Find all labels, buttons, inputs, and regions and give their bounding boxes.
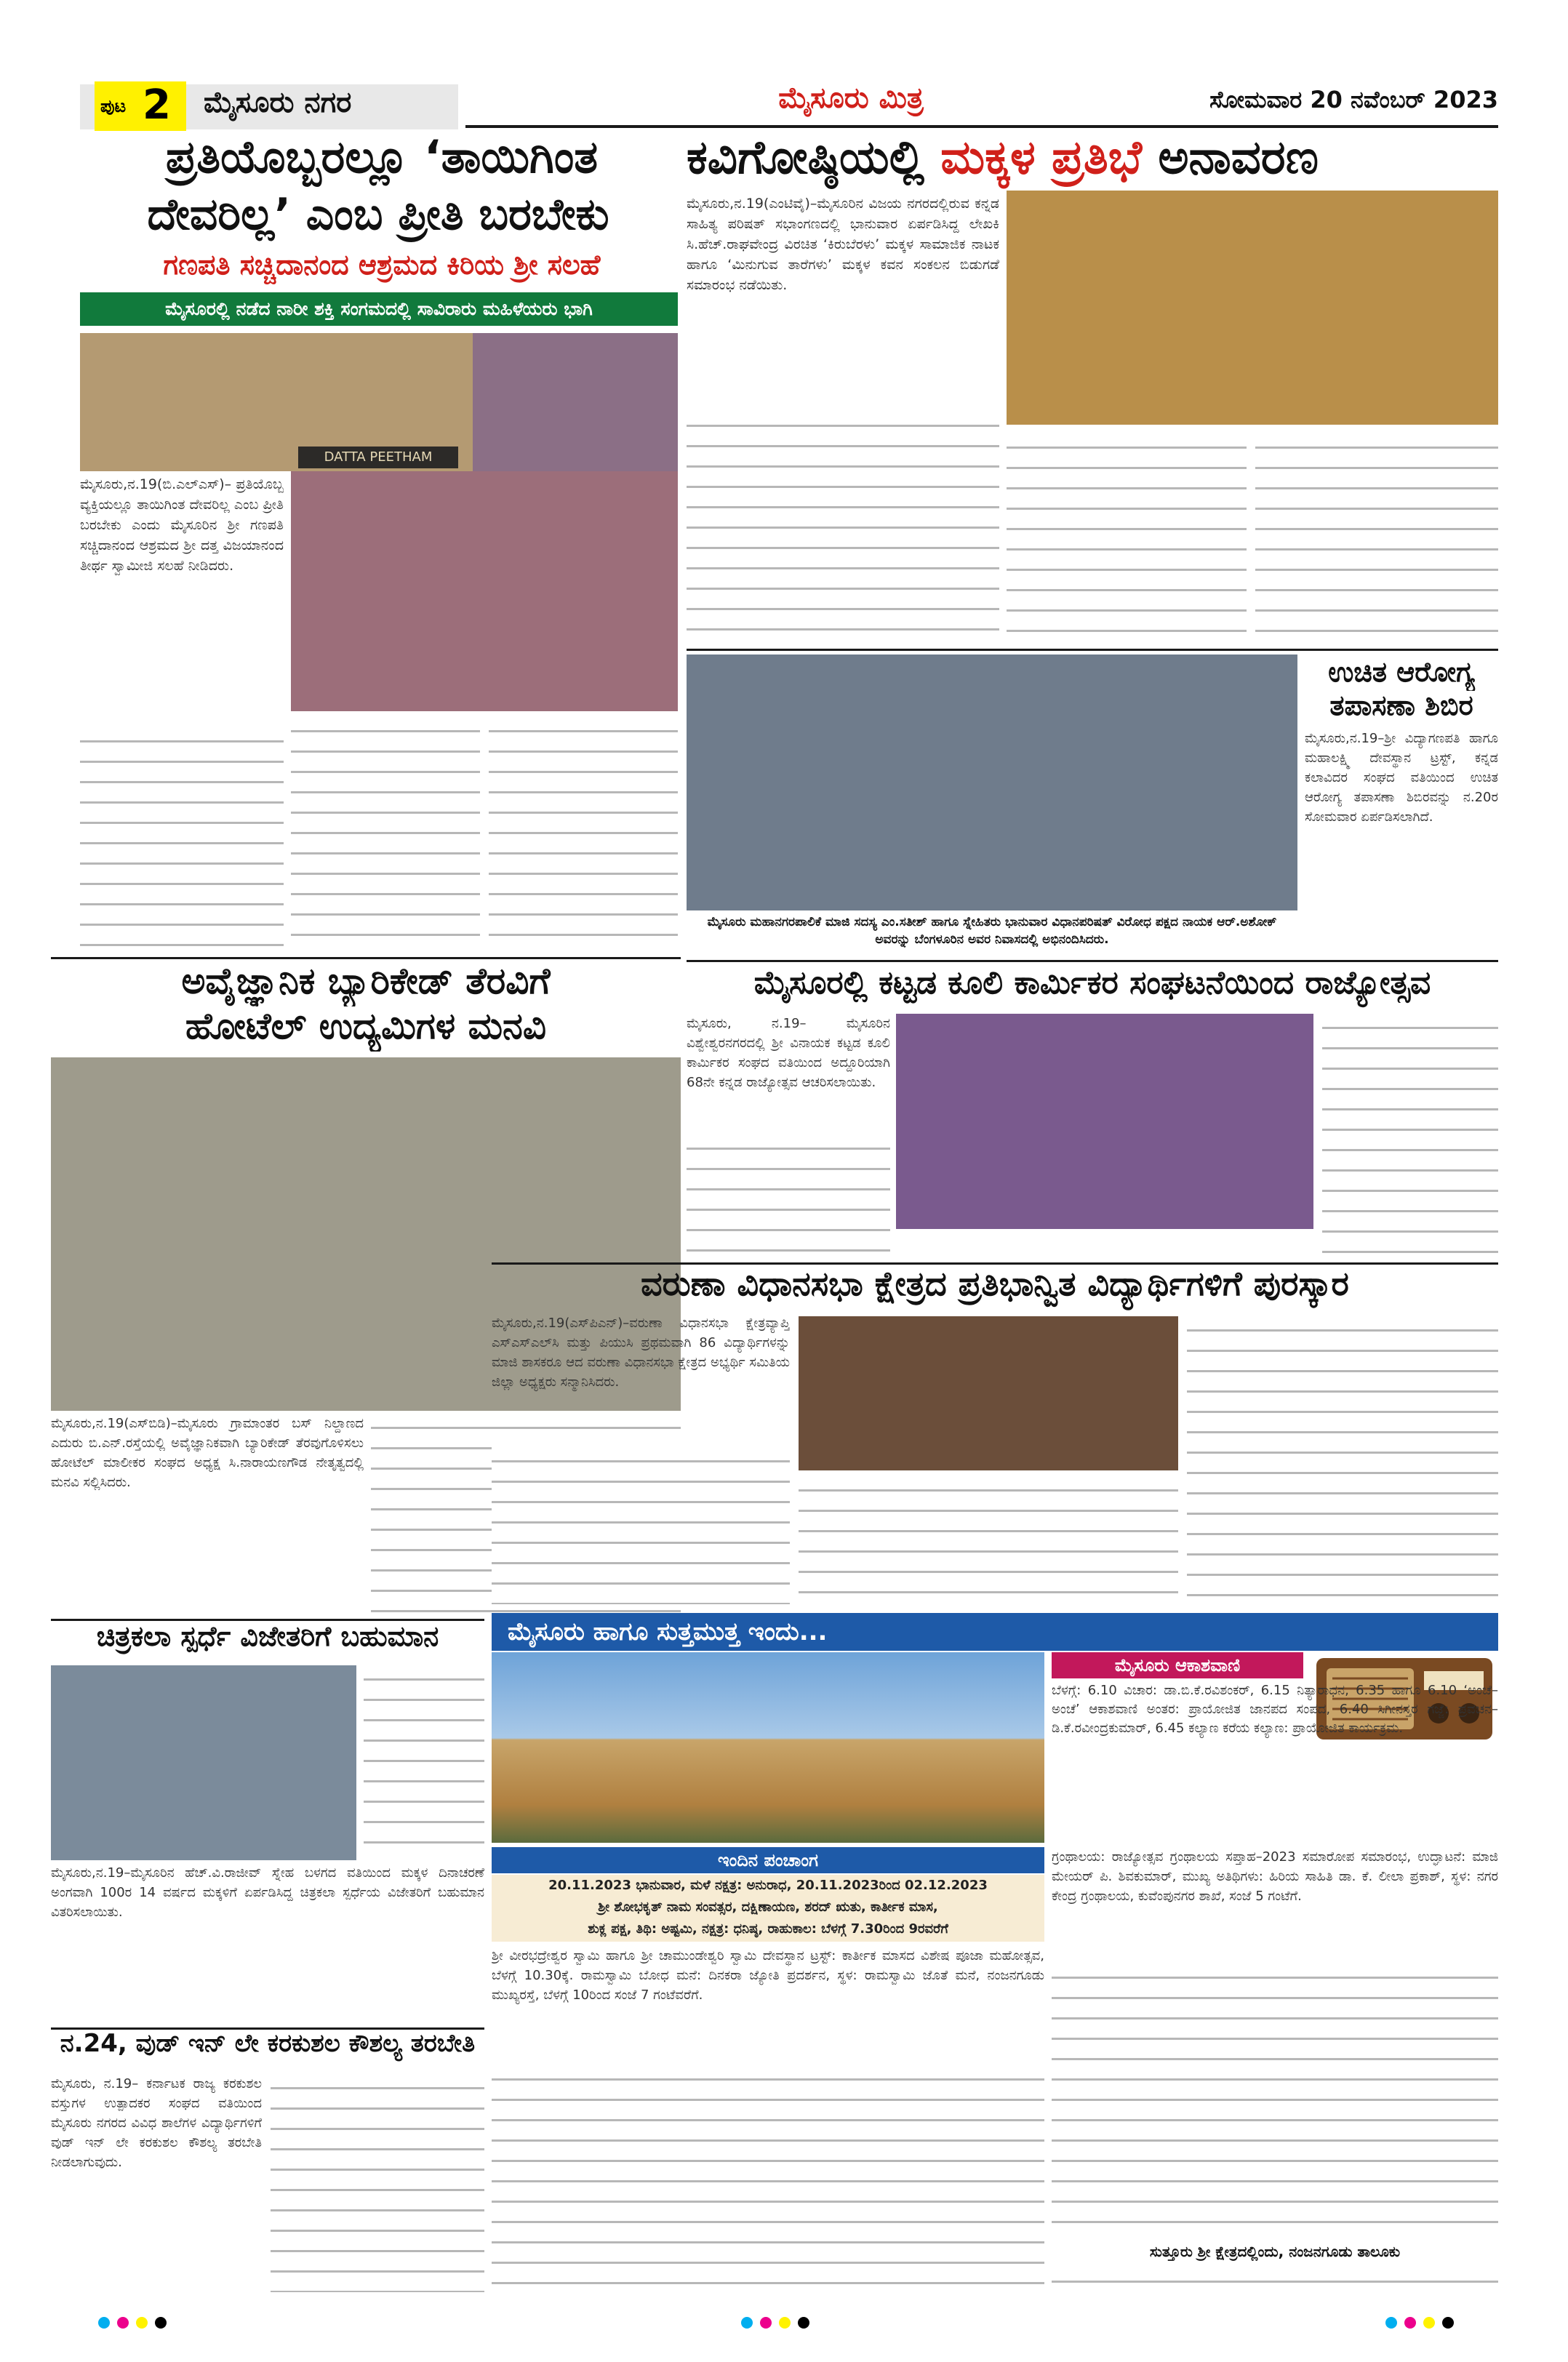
palace-photo	[492, 1652, 1044, 1843]
suttur-fill	[1052, 2267, 1498, 2288]
felicitation-caption: ಮೈಸೂರು ಮಹಾನಗರಪಾಲಿಕೆ ಮಾಜಿ ಸದಸ್ಯ ಎಂ.ಸತೀಶ್ ಹಾಗೂ ಸ್ನೇಹಿತರು ಭಾನುವಾರ ವಿಧಾನಪರಿಷತ್ ವಿರೋಧ ಪಕ್ಷದ ನಾಯಕ ಆರ್.ಅಶೋಕ್ ಅವರನ್ನು ಬೆಂಗಳೂರಿನ ಅವರ ನಿವಾಸದಲ್ಲಿ ಅಭಿನಂದಿಸಿದರು.	[707, 915, 1277, 947]
story1-body-fill	[80, 727, 284, 954]
story6-headline: ವರುಣಾ ವಿಧಾನಸಭಾ ಕ್ಷೇತ್ರದ ಪ್ರತಿಭಾನ್ವಿತ ವಿದ್ಯಾರ್ಥಿಗಳಿಗೆ ಪುರಸ್ಕಾರ	[641, 1265, 1349, 1303]
story7-body-col2	[364, 1665, 484, 1860]
story7-dateline: ಮೈಸೂರು,ನ.19–ಮೈಸೂರಿನ ಹೆಚ್.ವಿ.ರಾಜೀವ್ ಸ್ನೇಹ ಬಳಗದ ವತಿಯಿಂದ ಮಕ್ಕಳ ದಿನಾಚರಣೆ ಅಂಗವಾಗಿ 100ರ 14 ವರ್ಷದ ಮಕ್ಕಳಿಗೆ ಏರ್ಪಡಿಸಿದ್ದ ಚಿತ್ರಕಲಾ ಸ್ಪರ್ಧೆಯ ವಿಜೇತರಿಗೆ ಬಹುಮಾನ ವಿತರಿಸಲಾಯಿತು.	[51, 1865, 484, 1920]
story5-body	[51, 1414, 364, 1617]
divider-3	[51, 957, 681, 959]
story1-headline-1: ಪ್ರತಿಯೊಬ್ಬರಲ್ಲೂ ‘ತಾಯಿಗಿಂತ	[165, 132, 599, 183]
today-banner	[492, 1613, 1498, 1651]
story4-body-col3	[1322, 1014, 1498, 1254]
panchanga-title: ಇಂದಿನ ಪಂಚಾಂಗ	[718, 1850, 818, 1870]
section-title: ಮೈಸೂರು ನಗರ	[204, 86, 352, 119]
story1-photo-speaker	[80, 333, 473, 471]
story6-body-col2	[799, 1476, 1178, 1604]
today-events-fill	[492, 2065, 1044, 2288]
today-right-fill	[1052, 1963, 1498, 2240]
panchanga-title-bar	[492, 1847, 1044, 1873]
divider-5	[51, 1619, 484, 1621]
right-text: ಗ್ರಂಥಾಲಯ: ರಾಜ್ಯೋತ್ಸವ ಗ್ರಂಥಾಲಯ ಸಪ್ತಾಹ–2023 ಸಮಾರೋಪ ಸಮಾರಂಭ, ಉದ್ಘಾಟನೆ: ಮಾಜಿ ಮೇಯರ್ ಪಿ. ಶಿವಕುಮಾರ್, ಮುಖ್ಯ ಅತಿಥಿಗಳು: ಹಿರಿಯ ಸಾಹಿತಿ ಡಾ. ಕೆ. ಲೀಲಾ ಪ್ರಕಾಶ್, ಸ್ಥಳ: ನಗರ ಕೇಂದ್ರ ಗ್ರಂಥಾಲಯ, ಕುವೆಂಪುನಗರ ಶಾಖೆ, ಸಂಜೆ 5 ಗಂಟೆಗೆ.	[1052, 1849, 1498, 1904]
page-number: 2	[143, 81, 171, 129]
issue-date: ಸೋಮವಾರ 20 ನವೆಂಬರ್ 2023	[1209, 86, 1498, 113]
radio-title-bar	[1052, 1652, 1303, 1678]
story8-body	[51, 2074, 262, 2292]
radio-title: ಮೈಸೂರು ಆಕಾಶವಾಣಿ	[1114, 1655, 1241, 1676]
registration-dots-right	[1382, 2317, 1484, 2334]
story1-photo-audience	[291, 471, 678, 711]
felicitation-photo	[687, 654, 1297, 910]
story8-headline: ನ.24, ವುಡ್ ಇನ್ ಲೇ ಕರಕುಶಲ ಕೌಶಲ್ಯ ತರಬೇತಿ	[60, 2030, 476, 2058]
story7-photo	[51, 1665, 356, 1860]
story6-body-col3	[1187, 1316, 1498, 1604]
story2-body-fill	[687, 412, 999, 637]
story4-body-fill	[687, 1134, 890, 1254]
story1-strap: ಮೈಸೂರಲ್ಲಿ ನಡೆದ ನಾರೀ ಶಕ್ತಿ ಸಂಗಮದಲ್ಲಿ ಸಾವಿರಾರು ಮಹಿಳೆಯರು ಭಾಗಿ	[80, 292, 678, 326]
page-number-box	[95, 81, 186, 131]
divider-1	[687, 649, 1498, 651]
story4-dateline: ಮೈಸೂರು, ನ.19– ಮೈಸೂರಿನ ವಿಶ್ವೇಶ್ವರನಗರದಲ್ಲಿ ಶ್ರೀ ವಿನಾಯಕ ಕಟ್ಟಡ ಕೂಲಿ ಕಾರ್ಮಿಕರ ಸಂಘದ ವತಿಯಿಂದ ಅದ್ದೂರಿಯಾಗಿ 68ನೇ ಕನ್ನಡ ರಾಜ್ಯೋತ್ಸವ ಆಚರಿಸಲಾಯಿತು.	[687, 1016, 890, 1090]
story2-headline-c: ಅನಾವರಣ	[1158, 132, 1319, 185]
story4-photo	[896, 1014, 1313, 1229]
story6-body-fill	[492, 1447, 790, 1604]
radio-schedule	[1052, 1681, 1498, 1843]
story5-dateline: ಮೈಸೂರು,ನ.19(ಎಸ್‌ಬಿಡಿ)–ಮೈಸೂರು ಗ್ರಾಮಾಂತರ ಬಸ್ ನಿಲ್ದಾಣದ ಎದುರು ಬಿ.ಎನ್.ರಸ್ತೆಯಲ್ಲಿ ಅವೈಜ್ಞಾನಿಕವಾಗಿ ಬ್ಯಾರಿಕೇಡ್ ತೆರವುಗೊಳಿಸಲು ಹೋಟೆಲ್ ಮಾಲೀಕರ ಸಂಘದ ಅಧ್ಯಕ್ಷ ಸಿ.ನಾರಾಯಣಗೌಡ ನೇತೃತ್ವದಲ್ಲಿ ಮನವಿ ಸಲ್ಲಿಸಿದರು.	[51, 1416, 364, 1490]
story5-headline-2: ಹೋಟೆಲ್ ಉದ್ಯಮಿಗಳ ಮನವಿ	[185, 1006, 547, 1047]
story3-dateline: ಮೈಸೂರು,ನ.19–ಶ್ರೀ ವಿದ್ಯಾಗಣಪತಿ ಹಾಗೂ ಮಹಾಲಕ್ಷ್ಮಿ ದೇವಸ್ಥಾನ ಟ್ರಸ್ಟ್, ಕನ್ನಡ ಕಲಾವಿದರ ಸಂಘದ ವತಿಯಿಂದ ಉಚಿತ ಆರೋಗ್ಯ ತಪಾಸಣಾ ಶಿಬಿರವನ್ನು ನ.20ರ ಸೋಮವಾರ ಏರ್ಪಡಿಸಲಾಗಿದೆ.	[1305, 731, 1498, 825]
story7-body	[51, 1863, 484, 2023]
story2-headline	[687, 132, 1498, 192]
story1-subhead: ಗಣಪತಿ ಸಚ್ಚಿದಾನಂದ ಆಶ್ರಮದ ಕಿರಿಯ ಶ್ರೀ ಸಲಹೆ	[163, 250, 601, 281]
story2-photo-group	[1007, 191, 1498, 425]
panchanga-line-2: ಶ್ರೀ ಶೋಭಕೃತ್ ನಾಮ ಸಂವತ್ಸರ, ದಕ್ಷಿಣಾಯಣ, ಶರದ್ ಋತು, ಕಾರ್ತೀಕ ಮಾಸ,	[598, 1899, 938, 1915]
story7-headline: ಚಿತ್ರಕಲಾ ಸ್ಪರ್ಧೆ ವಿಜೇತರಿಗೆ ಬಹುಮಾನ	[96, 1622, 439, 1652]
registration-dots-left	[95, 2317, 196, 2334]
story1-photo-audience-right	[473, 333, 678, 471]
today-banner-text: ಮೈಸೂರು ಹಾಗೂ ಸುತ್ತಮುತ್ತ ಇಂದು...	[508, 1617, 828, 1646]
masthead-rule	[465, 125, 1498, 128]
story5-headline-1: ಅವೈಜ್ಞಾನಿಕ ಬ್ಯಾರಿಕೇಡ್ ತೆರವಿಗೆ	[181, 961, 551, 1002]
story3-body	[1305, 729, 1498, 954]
story8-dateline: ಮೈಸೂರು, ನ.19– ಕರ್ನಾಟಕ ರಾಜ್ಯ ಕರಕುಶಲ ವಸ್ತುಗಳ ಉತ್ಪಾದಕರ ಸಂಘದ ವತಿಯಿಂದ ಮೈಸೂರು ನಗರದ ವಿವಿಧ ಶಾಲೆಗಳ ವಿದ್ಯಾರ್ಥಿಗಳಿಗೆ ವುಡ್ ಇನ್ ಲೇ ಕರಕುಶಲ ಕೌಶಲ್ಯ ತರಬೇತಿ ನೀಡಲಾಗುವುದು.	[51, 2076, 262, 2170]
story3-headline-1: ಉಚಿತ ಆರೋಗ್ಯ	[1328, 657, 1475, 688]
story6-photo	[799, 1316, 1178, 1470]
panchanga-box	[492, 1875, 1044, 1942]
story2-body-col3	[1255, 433, 1498, 637]
story2-dateline: ಮೈಸೂರು,ನ.19(ಎಂಟಿವೈ)–ಮೈಸೂರಿನ ವಿಜಯ ನಗರದಲ್ಲಿರುವ ಕನ್ನಡ ಸಾಹಿತ್ಯ ಪರಿಷತ್ ಸಭಾಂಗಣದಲ್ಲಿ ಭಾನುವಾರ ಏರ್ಪಡಿಸಿದ್ದ ಲೇಖಕಿ ಸಿ.ಹೆಚ್.ರಾಘವೇಂದ್ರ ವಿರಚಿತ ‘ಕಿರುಬೆರಳು’ ಮಕ್ಕಳ ಸಾಮಾಜಿಕ ನಾಟಕ ಹಾಗೂ ‘ಮಿನುಗುವ ತಾರೆಗಳು’ ಮಕ್ಕಳ ಕವನ ಸಂಕಲನ ಬಿಡುಗಡೆ ಸಮಾರಂಭ ನಡೆಯಿತು.	[687, 196, 999, 293]
story2-headline-b: ಮಕ್ಕಳ ಪ್ರತಿಭೆ	[940, 132, 1143, 185]
panchanga-line-1: 20.11.2023 ಭಾನುವಾರ, ಮಳೆ ನಕ್ಷತ್ರ: ಅನುರಾಧ, 20.11.2023ರಿಂದ 02.12.2023	[548, 1878, 988, 1893]
divider-4	[492, 1262, 1498, 1265]
panchanga-line-3: ಶುಕ್ಲ ಪಕ್ಷ, ತಿಥಿ: ಅಷ್ಟಮಿ, ನಕ್ಷತ್ರ: ಧನಿಷ್ಠ, ರಾಹುಕಾಲ: ಬೆಳಗ್ಗೆ 7.30ರಿಂದ 9ರವರೆಗೆ	[588, 1921, 948, 1937]
story6-dateline: ಮೈಸೂರು,ನ.19(ಎಸ್‌ಪಿಎನ್)–ವರುಣಾ ವಿಧಾನಸಭಾ ಕ್ಷೇತ್ರವ್ಯಾಪ್ತಿ ಎಸ್‌ಎಸ್‌ಎಲ್‌ಸಿ ಮತ್ತು ಪಿಯುಸಿ ಪ್ರಥಮವಾಗಿ 86 ವಿದ್ಯಾರ್ಥಿಗಳನ್ನು ಮಾಜಿ ಶಾಸಕರೂ ಆದ ವರುಣಾ ವಿಧಾನಸಭಾ ಕ್ಷೇತ್ರದ ಅಭ್ಯರ್ಥಿ ಸಮಿತಿಯ ಜಿಲ್ಲಾ ಅಧ್ಯಕ್ಷರು ಸನ್ಮಾನಿಸಿದರು.	[492, 1316, 790, 1390]
divider-6	[51, 2027, 484, 2030]
registration-dots-center	[737, 2317, 839, 2334]
paper-name: ಮೈಸೂರು ಮಿತ್ರ	[778, 81, 924, 115]
photo-sign: DATTA PEETHAM	[298, 447, 458, 468]
page-label: ಪುಟ	[100, 96, 127, 116]
suttur-heading: ಸುತ್ತೂರು ಶ್ರೀ ಕ್ಷೇತ್ರದಲ್ಲಿಂದು, ನಂಜನಗೂಡು ತಾಲೂಕು	[1149, 2243, 1401, 2260]
story2-body-col2	[1007, 433, 1247, 637]
events-text: ಶ್ರೀ ವೀರಭದ್ರೇಶ್ವರ ಸ್ವಾಮಿ ಹಾಗೂ ಶ್ರೀ ಚಾಮುಂಡೇಶ್ವರಿ ಸ್ವಾಮಿ ದೇವಸ್ಥಾನ ಟ್ರಸ್ಟ್: ಕಾರ್ತೀಕ ಮಾಸದ ವಿಶೇಷ ಪೂಜಾ ಮಹೋತ್ಸವ, ಬೆಳಗ್ಗೆ 10.30ಕ್ಕೆ. ರಾಮಸ್ವಾಮಿ ಬೋಧ ಮನೆ: ದಿನಕರಾ ಜ್ಯೋತಿ ಪ್ರದರ್ಶನ, ಸ್ಥಳ: ರಾಮಸ್ವಾಮಿ ಜೊತೆ ಮನೆ, ನಂಜನಗೂಡು ಮುಖ್ಯರಸ್ತೆ, ಬೆಳಗ್ಗೆ 10ರಿಂದ ಸಂಜೆ 7 ಗಂಟೆವರೆಗೆ.	[492, 1948, 1044, 2003]
story1-body-col3	[489, 717, 678, 954]
story1-dateline: ಮೈಸೂರು,ನ.19(ಬಿ.ಎಲ್‌ಎಸ್)– ಪ್ರತಿಯೊಬ್ಬ ವ್ಯಕ್ತಿಯಲ್ಲೂ ತಾಯಿಗಿಂತ ದೇವರಿಲ್ಲ ಎಂಬ ಪ್ರೀತಿ ಬರಬೇಕು ಎಂದು ಮೈಸೂರಿನ ಶ್ರೀ ಗಣಪತಿ ಸಚ್ಚಿದಾನಂದ ಆಶ್ರಮದ ಶ್ರೀ ದತ್ತ ವಿಜಯಾನಂದ ತೀರ್ಥ ಸ್ವಾಮೀಜಿ ಸಲಹೆ ನೀಡಿದರು.	[80, 476, 284, 574]
story2-body	[687, 193, 999, 412]
divider-2	[687, 960, 1498, 962]
story1-body-col2	[291, 717, 480, 954]
story8-body-col2	[271, 2074, 484, 2292]
story4-headline: ಮೈಸೂರಲ್ಲಿ ಕಟ್ಟಡ ಕೂಲಿ ಕಾರ್ಮಿಕರ ಸಂಘಟನೆಯಿಂದ ರಾಜ್ಯೋತ್ಸವ	[753, 966, 1431, 1001]
story1-headline-2: ದೇವರಿಲ್ಲ’ ಎಂಬ ಪ್ರೀತಿ ಬರಬೇಕು	[147, 191, 609, 240]
story2-headline-a: ಕವಿಗೋಷ್ಠಿಯಲ್ಲಿ	[687, 132, 924, 185]
story3-headline-2: ತಪಾಸಣಾ ಶಿಬಿರ	[1329, 691, 1473, 721]
radio-text: ಬೆಳಗ್ಗೆ: 6.10 ವಿಚಾರ: ಡಾ.ಬಿ.ಕೆ.ರವಿಶಂಕರ್, 6.15 ನಿತ್ಯಾರಾಧನ, 6.35 ಹಾಗೂ 6.10 ‘ಅಂಚೆ–ಅಂಚೆ’ ಆಕಾಶವಾಣಿ ಅಂತರ: ಪ್ರಾಯೋಜಿತ ಜಾನಪದ ಸಂಪದ, 6.40 ಸಿಗೀನಸ್ತರ ಗಜ್ಜೆ: ಪ್ರವಚನ–ಡಿ.ಕೆ.ರವೀಂದ್ರಕುಮಾರ್, 6.45 ಕಲ್ಯಾಣ ಕರೆಯ ಕಲ್ಯಾಣ: ಪ್ರಾಯೋಜಿತ ಕಾರ್ಯಕ್ರಮ.	[1052, 1683, 1498, 1736]
